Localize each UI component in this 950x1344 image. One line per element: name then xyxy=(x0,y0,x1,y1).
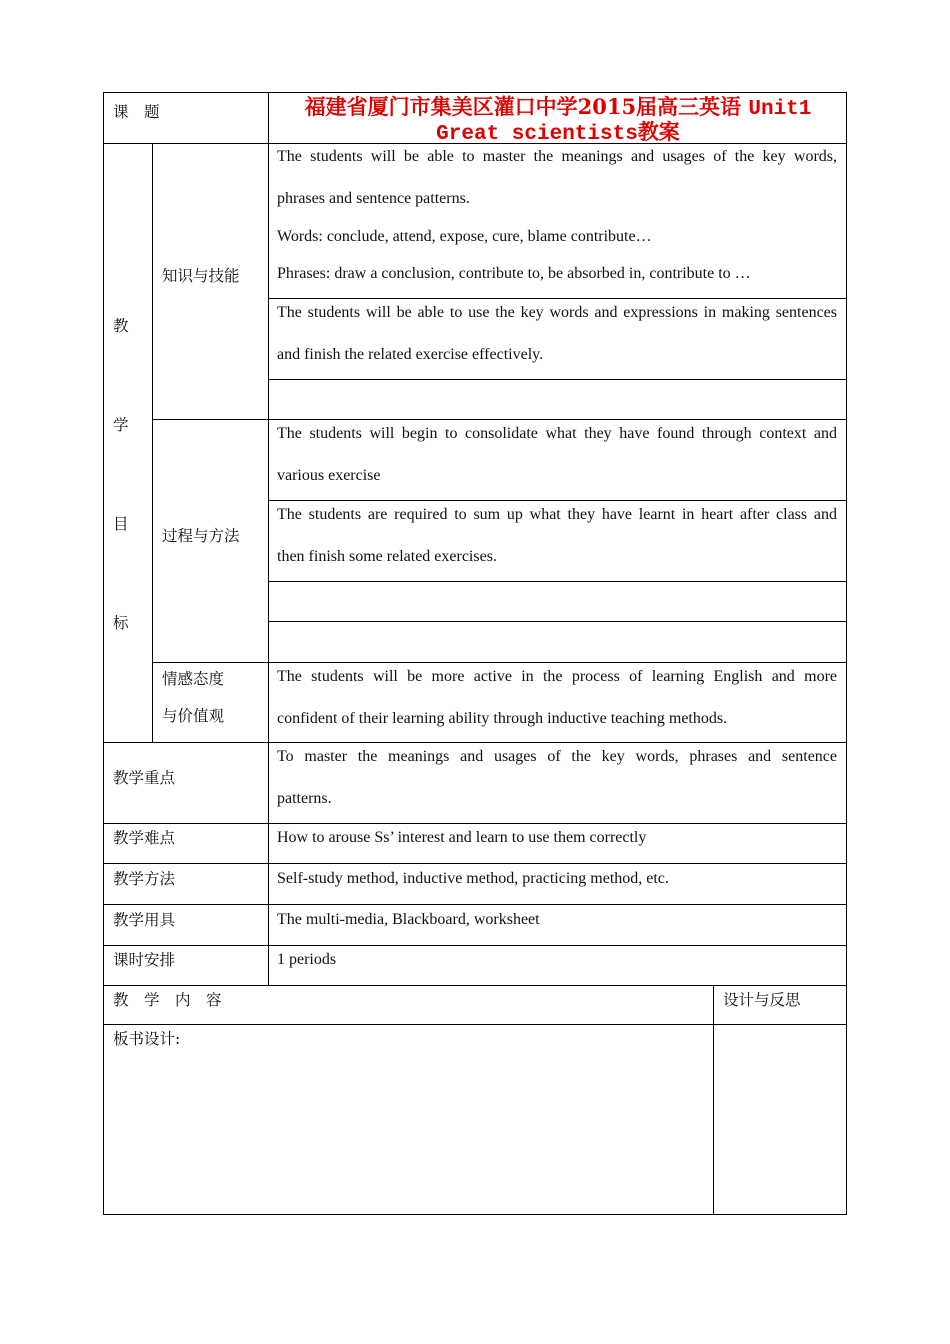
row-divider xyxy=(268,500,847,501)
col-divider xyxy=(152,143,153,743)
knowledge-row1-line4: Phrases: draw a conclusion, contribute to, be absorbed in, contribute to … xyxy=(277,265,751,282)
board-design-label: 板书设计: xyxy=(113,1030,181,1048)
title-en-part1: Unit1 xyxy=(748,98,812,121)
knowledge-row2-line1: The students will be able to use the key words and expressions in making sentences xyxy=(277,304,837,321)
row-divider xyxy=(103,863,847,864)
attitude-label-line2: 与价值观 xyxy=(162,707,225,725)
row-divider xyxy=(268,621,847,622)
tools-label: 教学用具 xyxy=(113,911,176,929)
key-points-line2: patterns. xyxy=(277,790,332,807)
process-row1-line1: The students will begin to consolidate what they have found through context and xyxy=(277,425,837,442)
knowledge-label: 知识与技能 xyxy=(162,267,240,285)
process-row1-line2: various exercise xyxy=(277,467,381,484)
row-divider xyxy=(103,904,847,905)
border-right xyxy=(846,92,847,1215)
row-divider xyxy=(103,945,847,946)
objectives-char-2: 学 xyxy=(113,416,129,434)
reflection-label: 设计与反思 xyxy=(723,991,801,1009)
attitude-line2: confident of their learning ability through inductive teaching methods. xyxy=(277,710,728,727)
col-divider xyxy=(713,985,714,1215)
col-divider xyxy=(268,92,269,986)
key-points-line1: To master the meanings and usages of the key words, phrases and sentence xyxy=(277,748,837,765)
objectives-char-1: 教 xyxy=(113,317,129,335)
knowledge-row1-line3: Words: conclude, attend, expose, cure, blame contribute… xyxy=(277,228,652,245)
row-divider xyxy=(103,1024,847,1025)
knowledge-row1-line1: The students will be able to master the meanings and usages of the key words, xyxy=(277,148,837,165)
document-title xyxy=(270,94,846,122)
border-left xyxy=(103,92,104,1215)
row-divider xyxy=(103,742,847,743)
row-divider xyxy=(268,581,847,582)
title-cn-part1: 福建省厦门市集美区灌口中学2015届高三英语 xyxy=(304,94,749,119)
objectives-char-3: 目 xyxy=(113,515,129,533)
methods-label: 教学方法 xyxy=(113,870,176,888)
knowledge-row2-line2: and finish the related exercise effectively. xyxy=(277,346,544,363)
process-row2-line1: The students are required to sum up what they have learnt in heart after class and xyxy=(277,506,837,523)
topic-label: 课 题 xyxy=(113,103,160,121)
key-points-label: 教学重点 xyxy=(113,769,176,787)
attitude-line1: The students will be more active in the process of learning English and more xyxy=(277,668,837,685)
row-divider xyxy=(152,662,847,663)
tools-value: The multi-media, Blackboard, worksheet xyxy=(277,911,540,928)
methods-value: Self-study method, inductive method, practicing method, etc. xyxy=(277,870,669,887)
row-divider xyxy=(268,298,847,299)
process-label: 过程与方法 xyxy=(162,527,240,545)
border-bottom xyxy=(103,1214,847,1215)
process-row2-line2: then finish some related exercises. xyxy=(277,548,497,565)
document-title-line2 xyxy=(270,119,846,147)
schedule-label: 课时安排 xyxy=(113,951,176,969)
objectives-char-4: 标 xyxy=(113,614,129,632)
content-label: 教 学 内 容 xyxy=(113,991,222,1009)
border-top xyxy=(103,92,847,93)
row-divider xyxy=(103,985,847,986)
difficulties-label: 教学难点 xyxy=(113,829,176,847)
schedule-value: 1 periods xyxy=(277,951,337,968)
title-cn-part2: 教案 xyxy=(637,119,680,144)
difficulties-value: How to arouse Ss’ interest and learn to use them correctly xyxy=(277,829,647,846)
title-en-part2: Great scientists xyxy=(436,123,638,146)
row-divider xyxy=(268,379,847,380)
attitude-label-line1: 情感态度 xyxy=(162,670,225,688)
knowledge-row1-line2: phrases and sentence patterns. xyxy=(277,190,470,207)
row-divider xyxy=(103,823,847,824)
row-divider xyxy=(152,419,847,420)
